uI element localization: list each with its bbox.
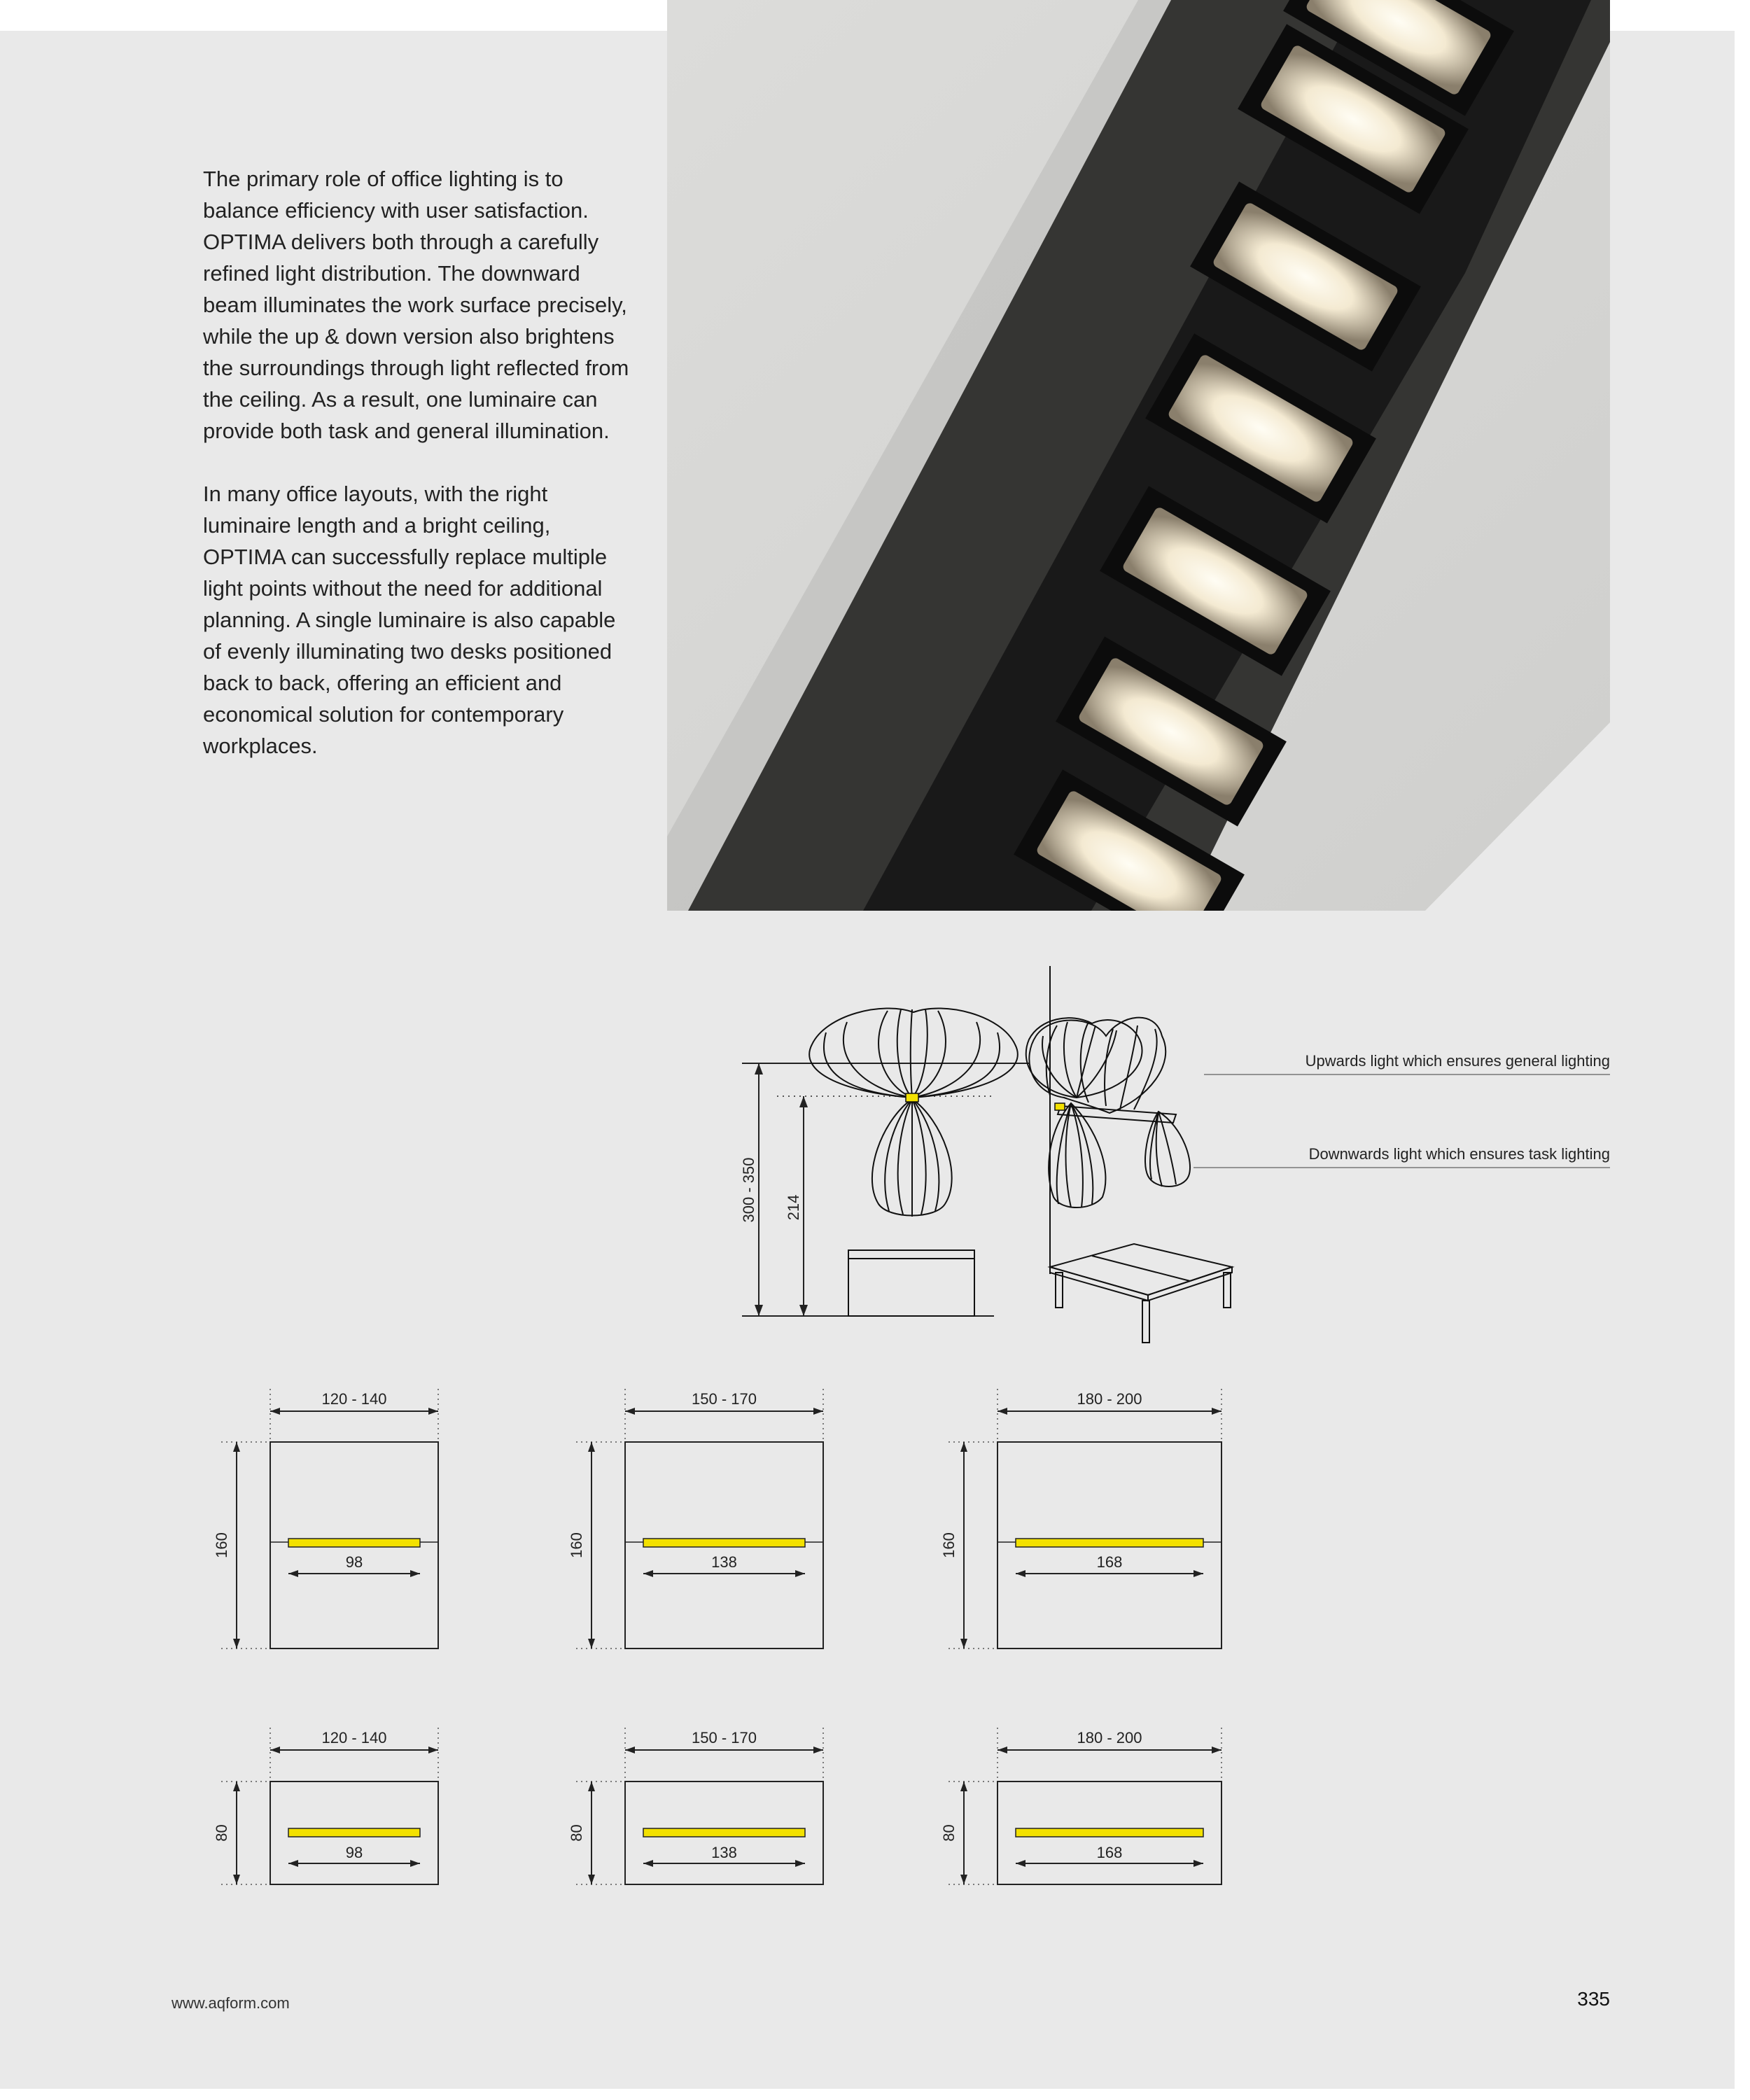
- arrow-head: [1016, 1570, 1026, 1577]
- luminaire-bar: [1016, 1828, 1203, 1837]
- arrow-head: [588, 1442, 595, 1452]
- dimension-label: 160: [940, 1532, 958, 1558]
- plans-row-160: [213, 1389, 1222, 1648]
- arrow-head: [1194, 1860, 1203, 1867]
- arrow-head: [1212, 1746, 1222, 1754]
- arrow-head: [270, 1408, 280, 1415]
- dimension-label: 150 - 170: [692, 1729, 757, 1746]
- dimension-label: 80: [568, 1824, 585, 1842]
- height-range-label: 300 - 350: [740, 1157, 757, 1223]
- arrow-head: [960, 1639, 967, 1648]
- dimension-label: 168: [1096, 1844, 1123, 1861]
- luminaire-bar: [288, 1828, 420, 1837]
- arrow-head: [233, 1875, 240, 1884]
- arrow-head: [997, 1746, 1007, 1754]
- arrow-head: [813, 1408, 823, 1415]
- dimension-label: 120 - 140: [321, 1729, 387, 1746]
- label-downwards: Downwards light which ensures task lighting: [1308, 1145, 1610, 1163]
- arrow-head: [1194, 1570, 1203, 1577]
- luminaire-photo: [667, 0, 1610, 911]
- desk-height-label: 214: [785, 1194, 802, 1221]
- dimension-label: 80: [940, 1824, 958, 1842]
- light-distribution-single: [809, 1009, 1018, 1316]
- luminaire-bar: [1016, 1539, 1203, 1547]
- arrow-head: [270, 1746, 280, 1754]
- arrow-head: [795, 1570, 805, 1577]
- body-text: [203, 163, 637, 793]
- arrow-head: [233, 1782, 240, 1791]
- arrow-head: [588, 1782, 595, 1791]
- luminaire-bar: [643, 1539, 805, 1547]
- arrow-head: [795, 1860, 805, 1867]
- page-number: 335: [1577, 1988, 1610, 2010]
- plans-row-80: [213, 1728, 1222, 1884]
- section-diagram: [700, 966, 1624, 1344]
- dimension-label: 98: [345, 1553, 363, 1571]
- arrow-head: [643, 1570, 653, 1577]
- dimension-label: 98: [345, 1844, 363, 1861]
- arrow-head: [960, 1442, 967, 1452]
- arrow-head: [643, 1860, 653, 1867]
- arrow-head: [960, 1782, 967, 1791]
- desk-plan: [940, 1389, 1222, 1648]
- arrow-head: [1016, 1860, 1026, 1867]
- arrow-head: [288, 1860, 298, 1867]
- arrow-head: [288, 1570, 298, 1577]
- dimension-label: 138: [711, 1844, 737, 1861]
- arrow-head: [588, 1875, 595, 1884]
- arrow-head: [428, 1408, 438, 1415]
- dimension-label: 120 - 140: [321, 1390, 387, 1408]
- arrow-head: [428, 1746, 438, 1754]
- arrow-head: [625, 1746, 635, 1754]
- desk-plan: [213, 1389, 438, 1648]
- desk-plan: [213, 1728, 438, 1884]
- dimension-label: 160: [568, 1532, 585, 1558]
- dimension-label: 180 - 200: [1077, 1390, 1142, 1408]
- arrow-head: [410, 1860, 420, 1867]
- light-distribution-double: [1026, 966, 1232, 1343]
- desk-plan: [940, 1728, 1222, 1884]
- arrow-head: [233, 1639, 240, 1648]
- arrow-head: [410, 1570, 420, 1577]
- arrow-head: [588, 1639, 595, 1648]
- footer-url[interactable]: www.aqform.com: [172, 1994, 290, 2012]
- dimension-label: 168: [1096, 1553, 1123, 1571]
- paragraph-2: In many office layouts, with the right luminaire length and a bright ceiling, OPTIMA can successfully replace multiple light points without the need for additional planning. A single luminaire is also capable of evenly illuminating two desks positioned back to back, offering an efficient and economical solution for contemporary workplaces.: [203, 482, 616, 758]
- luminaire-bar: [643, 1828, 805, 1837]
- arrow-head: [997, 1408, 1007, 1415]
- label-upwards: Upwards light which ensures general lighting: [1305, 1052, 1610, 1070]
- arrow-head: [960, 1875, 967, 1884]
- arrow-head: [233, 1442, 240, 1452]
- paragraph-1: The primary role of office lighting is to balance efficiency with user satisfaction. OPTIMA delivers both through a carefully refined light distribution. The downward beam illuminates the work surface precisely, while the up & down version also brightens the surroundings through light reflected from the ceiling. As a result, one luminaire can provide both task and general illumination.: [203, 167, 629, 443]
- desk-plans: [196, 1372, 1274, 1904]
- arrow-head: [813, 1746, 823, 1754]
- desk-plan: [568, 1389, 823, 1648]
- dimension-label: 138: [711, 1553, 737, 1571]
- dimension-label: 180 - 200: [1077, 1729, 1142, 1746]
- desk-plan: [568, 1728, 823, 1884]
- dimension-label: 150 - 170: [692, 1390, 757, 1408]
- dimension-label: 80: [213, 1824, 230, 1842]
- luminaire-bar: [288, 1539, 420, 1547]
- dimension-label: 160: [213, 1532, 230, 1558]
- arrow-head: [625, 1408, 635, 1415]
- arrow-head: [1212, 1408, 1222, 1415]
